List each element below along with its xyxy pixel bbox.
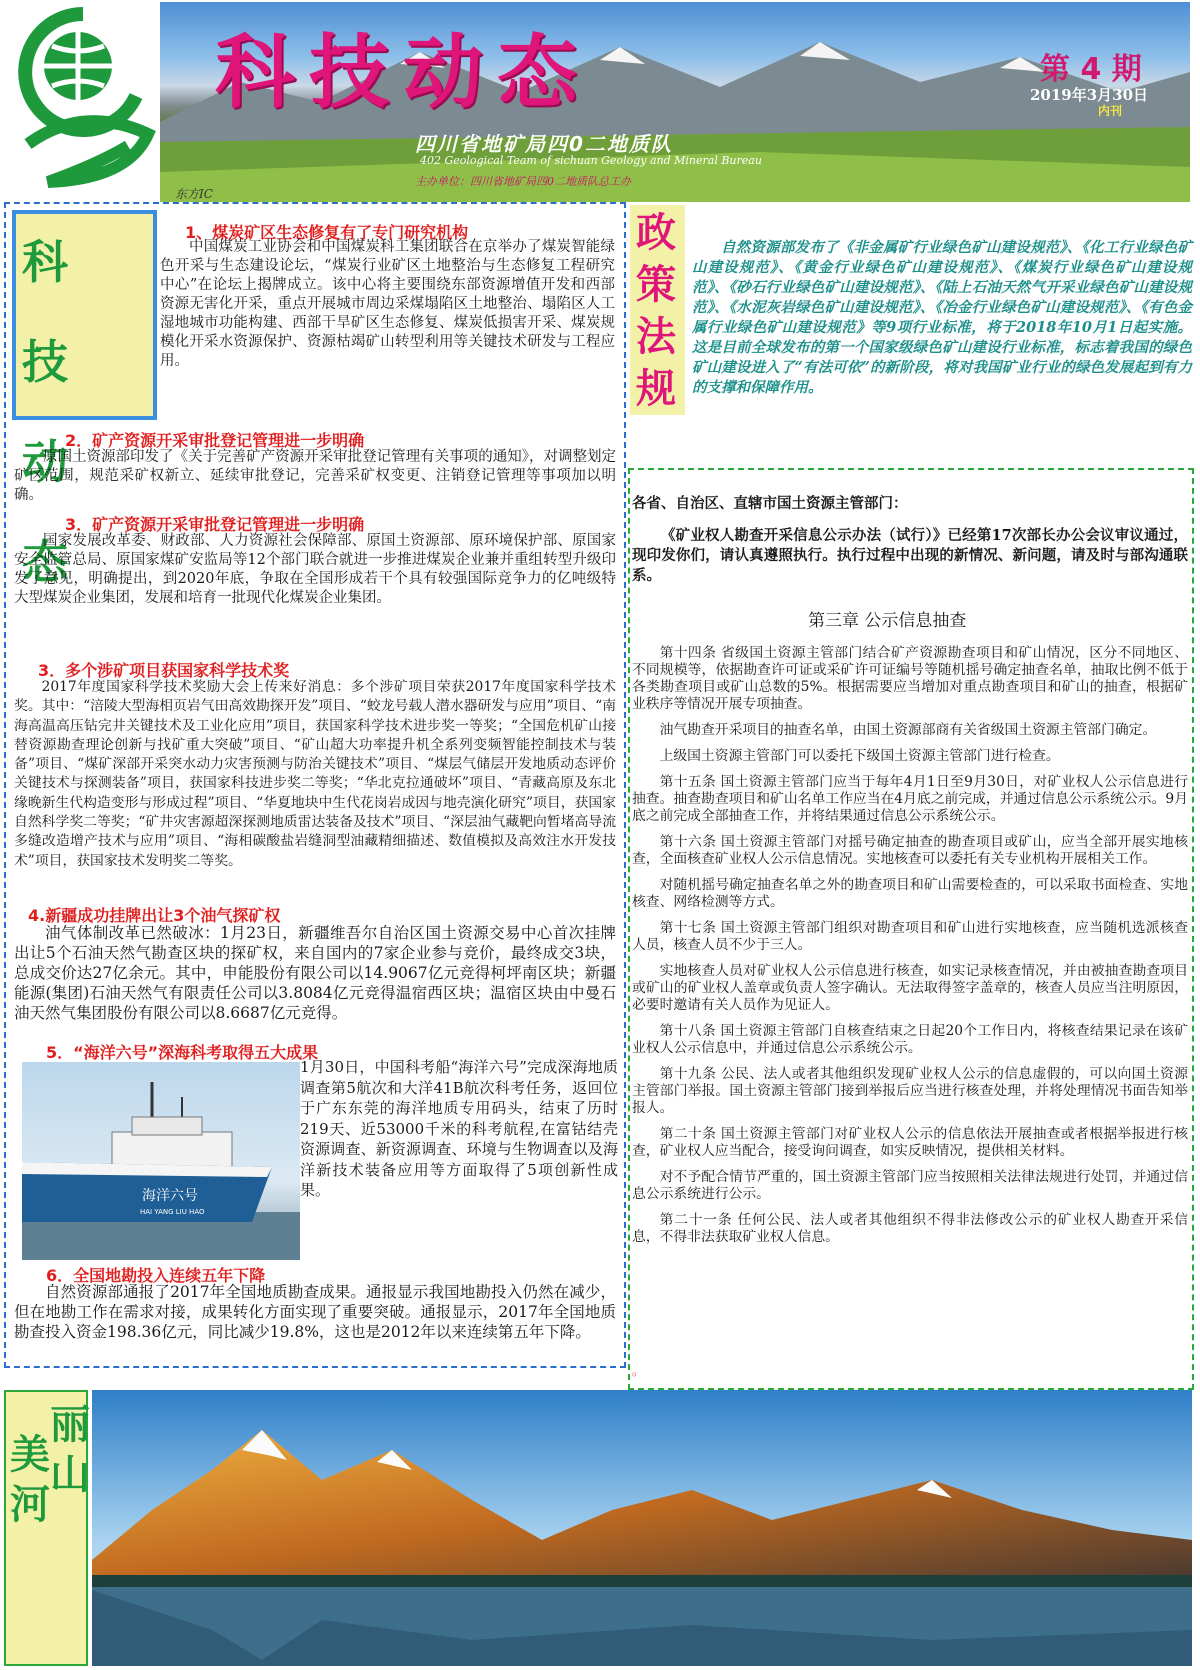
article-7-heading: 6．全国地勘投入连续五年下降 [46,1266,266,1285]
article-4-heading: 3．多个涉矿项目获国家科学技术奖 [38,661,290,680]
regulation-article: 第十八条 国土资源主管部门自核查结束之日起20个工作日内，将核查结果记录在该矿业权人公示信息中，并通过信息公示系统公示。 [632,1023,1188,1056]
article-5-text: 油气体制改革已然破冰：1月23日，新疆维吾尔自治区国土资源交易中心首次挂牌出让5个石油天然气勘查区块的探矿权，来自国内的7家企业参与竞价，最终成交3块，总成交价达27亿余元。其中，申能股份有限公司以14.9067亿元竞得柯坪南区块；新疆能源(集团)石油天然气有限责任公司以3.8084亿元竞得温宿西区块；温宿区块由中曼石油天然气集团股份有限公司以8.6687亿元竞得。 [14,924,616,1022]
notice-text: 《矿业权人勘查开采信息公示办法（试行）》已经第17次部长办公会议审议通过，现印发你们，请认真遵照执行。执行过程中出现的新情况、新问题，请及时与部沟通联系。 [632,527,1188,584]
article-6-heading: 5．“海洋六号”深海科考取得五大成果 [46,1043,319,1062]
article-1-heading: 1、煤炭矿区生态修复有了专门研究机构 [185,223,469,242]
end-mark: 。 [632,1364,645,1378]
chapter-heading: 第三章 公示信息抽查 [808,611,967,631]
article-3-heading: 3．矿产资源开采审批登记管理进一步明确 [65,515,365,534]
mountain-lake-photo [92,1390,1192,1666]
article-4-body [14,678,616,871]
regulation-article: 第二十一条 任何公民、法人或者其他组织不得非法修改公示的矿业权人勘查开采信息，不得非法获取矿业权人信息。 [632,1212,1188,1245]
regulation-article: 第十五条 国土资源主管部门应当于每年4月1日至9月30日，对矿业权人公示信息进行抽查。抽查勘查项目和矿山名单工作应当在4月底之前完成，并通过信息公示系统公示。9月底之前完成全部抽查工作，并将结果通过信息公示系统公示。 [632,774,1188,824]
regulation-article: 第十四条 省级国土资源主管部门结合矿产资源勘查项目和矿山情况，区分不同地区、不同规模等，依据勘查许可证或采矿许可证编号等随机摇号确定抽查名单，抽取比例不低于各类勘查项目或矿山总数的5%。根据需要应当增加对重点勘查项目和矿山的抽查，根据矿业秩序等情况开展专项抽查。 [632,645,1188,712]
policy-paragraph [692,238,1192,398]
issue-date: 2019年3月30日 [1030,86,1149,104]
article-3-body [14,532,616,608]
regulation-article: 实地核查人员对矿业权人公示信息进行核查，如实记录核查情况，并由被抽查勘查项目或矿山的矿业权人盖章或负责人签字确认。无法取得签字盖章的，核查人员应当注明原因，必要时邀请有关人员作为见证人。 [632,963,1188,1013]
sponsor-line: 主办单位：四川省地矿局四0二地质队总工办 [415,175,631,188]
article-7-body [14,1282,616,1342]
scenery-label-left: 美 河 [10,1431,50,1528]
research-ship-photo [22,1062,300,1260]
notice-body [632,526,1188,586]
article-1-body [160,238,615,371]
article-2-body [14,448,616,505]
regulation-articles [632,645,1188,1255]
article-5-body [14,923,616,1023]
organization-name: 四川省地矿局四0二地质队 [415,132,673,156]
article-6-body: 1月30日，中国科考船“海洋六号”完成深海地质调查第5航次和大洋41B航次科考任务，返回位于广东东莞的海洋地质专用码头，结束了历时219天、近53000千米的科考航程,在富钴结壳资源调查、新资源调查、环境与生物调查以及海洋新技术装备应用等方面取得了5项创新性成果。 [300,1058,618,1199]
article-3-text: 国家发展改革委、财政部、人力资源社会保障部、原国土资源部、原环境保护部、原国家安全监管总局、原国家煤矿安监局等12个部门联合就进一步推进煤炭企业兼并重组转型升级印发了意见，明确提出，到2020年底，争取在全国形成若干个具有较强国际竞争力的亿吨级特大型煤炭企业集团，发展和培育一批现代化煤炭企业集团。 [14,533,616,606]
internal-label: 内刊 [1098,104,1123,118]
team-logo [8,4,158,194]
notice-addressee: 各省、自治区、直辖市国土资源主管部门： [632,495,908,512]
section-label-policy: 政 策 法 规 [636,210,676,412]
article-2-heading: 2．矿产资源开采审批登记管理进一步明确 [65,431,365,450]
section-label-tech-news: 科技 动态 [22,235,90,589]
regulation-article: 第十六条 国土资源主管部门对摇号确定抽查的勘查项目或矿山，应当全部开展实地核查，全面核查矿业权人公示信息情况。实地核查可以委托有关专业机构开展相关工作。 [632,834,1188,867]
photo-credit: 东方IC [175,187,213,201]
regulation-article: 对随机摇号确定抽查名单之外的勘查项目和矿山需要检查的，可以采取书面检查、实地核查、网络检测等方式。 [632,877,1188,910]
regulation-article: 上级国土资源主管部门可以委托下级国土资源主管部门进行检查。 [659,748,1060,764]
article-4-text: 2017年度国家科学技术奖励大会上传来好消息：多个涉矿项目荣获2017年度国家科学技术奖。其中：“涪陵大型海相页岩气田高效勘探开发”项目、“蛟龙号载人潜水器研发与应用”项目、“南海高温高压钻完井关键技术及工业化应用”项目，获国家科学技术进步奖一等奖；“全国危机矿山接替资源勘查理论创新与找矿重大突破”项目、“矿山超大功率提升机全系列变频智能控制技术与装备”项目、“煤矿深部开采突水动力灾害预测与防治关键技术”项目、“煤层气储层开发地质动态评价关键技术与探测装备”项目，获国家科技进步奖二等奖；“华北克拉通破坏”项目、“青藏高原及东北缘晚新生代构造变形与形成过程”项目、“华夏地块中生代花岗岩成因与地壳演化研究”项目，获国家自然科学奖二等奖；“矿井灾害源超深探测地质雷达装备及技术”项目、“深层油气藏靶向暂堵高导流多缝改造增产技术与应用”项目、“海相碳酸盐岩缝洞型油藏精细描述、数值模拟及高效注水开发技术”项目，获国家技术发明奖二等奖。 [14,679,616,869]
regulation-article: 第十九条 公民、法人或者其他组织发现矿业权人公示的信息虚假的，可以向国土资源主管部门举报。国土资源主管部门接到举报后应当进行核查处理，并将处理情况书面告知举报人。 [632,1066,1188,1116]
regulation-article: 第十七条 国土资源主管部门组织对勘查项目和矿山进行实地核查，应当随机选派核查人员，核查人员不少于三人。 [632,920,1188,953]
article-5-heading: 4.新疆成功挂牌出让3个油气探矿权 [28,906,281,925]
article-2-text: 原国土资源部印发了《关于完善矿产资源开采审批登记管理有关事项的通知》，对调整划定矿区范围，规范采矿权新立、延续审批登记，完善采矿权变更、注销登记管理等事项加以明确。 [14,449,616,503]
ship-name-label: 海洋六号 [142,1188,198,1204]
issue-number: 第 4 期 [1040,52,1142,87]
regulation-article: 对不予配合情节严重的，国土资源主管部门应当按照相关法律法规进行处罚，并通过信息公示系统进行公示。 [632,1169,1188,1202]
article-7-text: 自然资源部通报了2017年全国地质勘查成果。通报显示我国地勘投入仍然在减少，但在地勘工作在需求对接，成果转化方面实现了重要突破。通报显示，2017年全国地质勘查投入资金198.36亿元，同比减少19.8%，这也是2012年以来连续第五年下降。 [14,1283,616,1341]
policy-text: 自然资源部发布了《非金属矿行业绿色矿山建设规范》、《化工行业绿色矿山建设规范》、《黄金行业绿色矿山建设规范》、《煤炭行业绿色矿山建设规范》、《砂石行业绿色矿山建设规范》、《陆上石油天然气开采业绿色矿山建设规范》、《水泥灰岩绿色矿山建设规范》、《冶金行业绿色矿山建设规范》、《有色金属行业绿色矿山建设规范》等9项行业标准，将于2018年10月1日起实施。这是目前全球发布的第一个国家级绿色矿山建设行业标准，标志着我国的绿色矿山建设进入了“有法可依”的新阶段，将对我国矿业行业的绿色发展起到有力的支撑和保障作用。 [692,239,1192,396]
article-1-text: 中国煤炭工业协会和中国煤炭科工集团联合在京举办了煤炭智能绿色开采与生态建设论坛，“煤炭行业矿区土地整治与生态修复工程研究中心”在论坛上揭牌成立。该中心将主要围绕东部资源增值开发和西部资源无害化开采，重点开展城市周边采煤塌陷区土地整治、塌陷区人工湿地城市功能构建、西部干旱矿区生态修复、煤炭低损害开采、煤炭规模化开采水资源保护、资源枯竭矿山转型利用等关键技术研发与工程应用。 [160,239,615,369]
paper-title: 科技动态 [215,26,591,119]
regulation-article: 油气勘查开采项目的抽查名单，由国土资源部商有关省级国土资源主管部门确定。 [659,722,1157,738]
regulation-article: 第二十条 国土资源主管部门对矿业权人公示的信息依法开展抽查或者根据举报进行核查，矿业权人应当配合，接受询问调查，如实反映情况，提供相关材料。 [632,1126,1188,1159]
ship-name-en-label: HAI YANG LIU HAO [140,1208,205,1216]
organization-name-en: 402 Geological Team of sichuan Geology and Mineral Bureau [420,154,762,167]
scenery-label-right: 丽 山 [50,1401,90,1498]
